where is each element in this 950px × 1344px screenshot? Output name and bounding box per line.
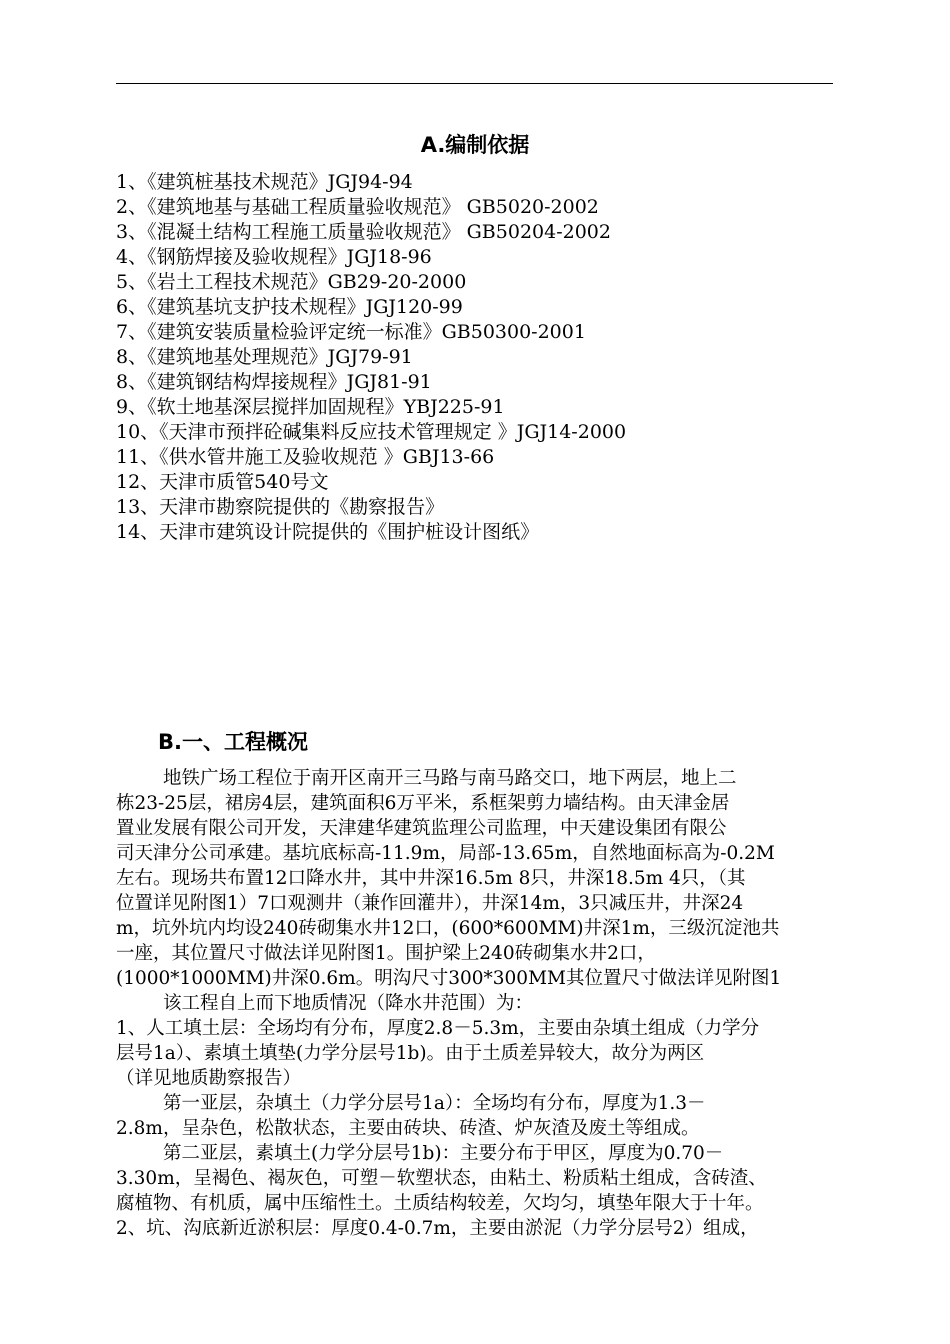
reference-item: 7、《建筑安装质量检验评定统一标准》GB50300-2001 [116,321,586,343]
reference-item: 3、《混凝土结构工程施工质量验收规范》 GB50204-2002 [116,221,611,243]
body-text-line: 左右。现场共布置12口降水井，其中井深16.5m 8只，井深18.5m 4只，（其 [116,868,746,889]
body-text-line: 位置详见附图1）7口观测井（兼作回灌井），井深14m，3只减压井，井深24 [116,893,744,914]
reference-item: 4、《钢筋焊接及验收规程》JGJ18-96 [116,246,432,268]
reference-item: 6、《建筑基坑支护技术规程》JGJ120-99 [116,296,463,318]
body-text-line: 1、人工填土层：全场均有分布，厚度2.8－5.3m，主要由杂填土组成（力学分 [116,1018,760,1039]
body-text-line: 2、坑、沟底新近淤积层：厚度0.4-0.7m，主要由淤泥（力学分层号2）组成， [116,1218,759,1239]
body-text-line: （详见地质勘察报告） [116,1068,302,1089]
body-text-line: (1000*1000MM)井深0.6m。明沟尺寸300*300MM其位置尺寸做法详见附图1 [116,968,782,989]
reference-item: 5、《岩土工程技术规范》GB29-20-2000 [116,271,467,293]
reference-item: 8、《建筑钢结构焊接规程》JGJ81-91 [116,371,432,393]
section-a-title: A.编制依据 [420,133,530,157]
reference-item: 11、《供水管井施工及验收规范 》GBJ13-66 [116,446,495,468]
reference-item: 8、《建筑地基处理规范》JGJ79-91 [116,346,413,368]
body-text-line: 2.8m，呈杂色，松散状态，主要由砖块、砖渣、炉灰渣及废土等组成。 [116,1118,700,1139]
project-overview-body [116,766,846,1241]
body-text-line: 第一亚层，杂填土（力学分层号1a）：全场均有分布，厚度为1.3－ [116,1093,706,1114]
body-text-line: 司天津分公司承建。基坑底标高-11.9m，局部-13.65m，自然地面标高为-0.2M [116,843,775,864]
body-text-line: 地铁广场工程位于南开区南开三马路与南马路交口，地下两层，地上二 [116,768,737,789]
reference-item: 14、天津市建筑设计院提供的《围护桩设计图纸》 [116,521,540,543]
reference-item: 9、《软土地基深层搅拌加固规程》YBJ225-91 [116,396,505,418]
body-text-line: 第二亚层，素填土(力学分层号1b)：主要分布于甲区，厚度为0.70－ [116,1143,724,1164]
body-text-line: 3.30m，呈褐色、褐灰色，可塑－软塑状态，由粘土、粉质粘土组成，含砖渣、 [116,1168,767,1189]
reference-list [116,170,856,545]
body-text-line: 一座，其位置尺寸做法详见附图1。围护梁上240砖砌集水井2口， [116,943,656,964]
body-text-line: 栋23-25层，裙房4层，建筑面积6万平米，系框架剪力墙结构。由天津金居 [116,793,730,814]
body-text-line: m，坑外坑内均设240砖砌集水井12口，(600*600MM)井深1m，三级沉淀池共 [116,918,780,939]
reference-item: 13、天津市勘察院提供的《勘察报告》 [116,496,445,518]
reference-item: 2、《建筑地基与基础工程质量验收规范》 GB5020-2002 [116,196,599,218]
reference-item: 12、天津市质管540号文 [116,471,329,493]
header-rule [116,83,833,84]
reference-item: 10、《天津市预拌砼碱集料反应技术管理规定 》JGJ14-2000 [116,421,627,443]
body-text-line: 该工程自上而下地质情况（降水井范围）为： [116,993,534,1014]
section-b-title: B.一、工程概况 [158,730,308,754]
body-text-line: 置业发展有限公司开发，天津建华建筑监理公司监理，中天建设集团有限公 [116,818,727,839]
reference-item: 1、《建筑桩基技术规范》JGJ94-94 [116,171,413,193]
body-text-line: 腐植物、有机质，属中压缩性土。土质结构较差，欠均匀，填垫年限大于十年。 [116,1193,764,1214]
body-text-line: 层号1a）、素填土填垫(力学分层号1b)。由于土质差异较大，故分为两区 [116,1043,705,1064]
